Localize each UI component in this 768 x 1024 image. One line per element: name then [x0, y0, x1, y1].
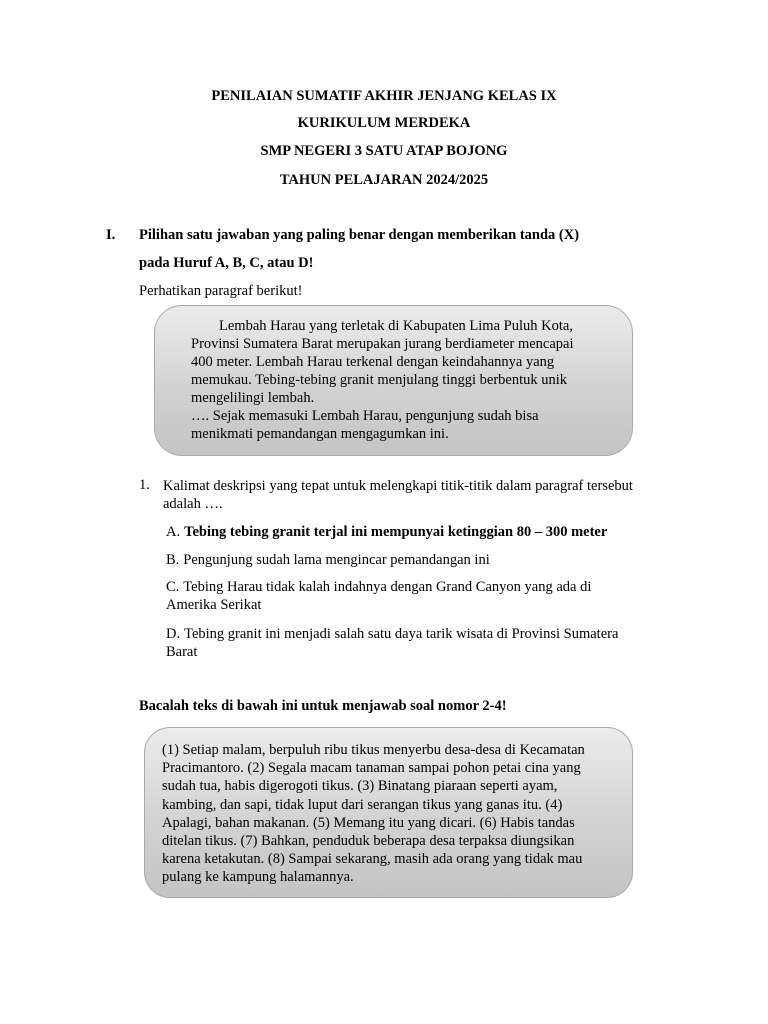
school-name: SMP NEGERI 3 SATU ATAP BOJONG: [260, 143, 508, 159]
passage-2-line: Apalagi, bahan makanan. (5) Memang itu yang dicari. (6) Habis tandas: [162, 814, 575, 831]
curriculum-title: KURIKULUM MERDEKA: [297, 115, 471, 131]
section-instruction-line1: Pilihan satu jawaban yang paling benar dengan memberikan tanda (X): [139, 227, 580, 243]
option-a-letter: A.: [166, 524, 181, 540]
passage-1-line: menikmati pemandangan mengagumkan ini.: [191, 426, 449, 442]
passage-box-1: [154, 305, 633, 456]
passage-1-line: Provinsi Sumatera Barat merupakan jurang berdiameter mencapai: [191, 336, 574, 352]
passage-1-line: 400 meter. Lembah Harau terkenal dengan keindahannya yang: [191, 354, 555, 370]
passage-1-line: mengelilingi lembah.: [191, 390, 315, 406]
question-1-text: [163, 477, 673, 513]
document-title: PENILAIAN SUMATIF AKHIR JENJANG KELAS IX: [211, 88, 557, 104]
option-c-letter: C.: [166, 579, 180, 595]
passage-1-line: Lembah Harau yang terletak di Kabupaten Lima Puluh Kota,: [219, 318, 573, 334]
question-1-text-line: Kalimat deskripsi yang tepat untuk melengkapi titik-titik dalam paragraf tersebut: [163, 478, 633, 494]
option-b[interactable]: [166, 551, 666, 569]
option-a-text: Tebing tebing granit terjal ini mempunyai ketinggian 80 – 300 meter: [184, 524, 608, 540]
option-a[interactable]: [166, 523, 666, 541]
option-b-text: Pengunjung sudah lama mengincar pemandangan ini: [183, 552, 490, 568]
passage-2-line: ditelan tikus. (7) Bahkan, penduduk beberapa desa terpaksa diungsikan: [162, 833, 575, 850]
passage-2-text: [162, 741, 622, 887]
paragraph-note: Perhatikan paragraf berikut!: [139, 283, 303, 299]
option-c[interactable]: [166, 578, 666, 614]
option-d-text-line2: Barat: [166, 644, 198, 660]
passage-2-line: (1) Setiap malam, berpuluh ribu tikus menyerbu desa-desa di Kecamatan: [162, 742, 585, 758]
passage-2-line: kambing, dan sapi, tidak luput dari serangan tikus yang ganas itu. (4): [162, 796, 563, 813]
option-d-text: Tebing granit ini menjadi salah satu daya tarik wisata di Provinsi Sumatera: [184, 626, 619, 642]
question-1-text-line: adalah ….: [163, 496, 223, 512]
passage-2-line: Pracimantoro. (2) Segala macam tanaman sampai pohon petai cina yang: [162, 760, 581, 777]
option-c-text-line2: Amerika Serikat: [166, 597, 262, 613]
section-number: I.: [106, 227, 116, 243]
option-d[interactable]: [166, 625, 666, 661]
option-c-text: Tebing Harau tidak kalah indahnya dengan Grand Canyon yang ada di: [183, 579, 592, 595]
passage-1-text: [191, 317, 611, 443]
question-1-number: 1.: [139, 477, 150, 493]
passage-box-2: [144, 727, 633, 898]
passage-1-line: …. Sejak memasuki Lembah Harau, pengunjung sudah bisa: [191, 408, 539, 424]
section-instruction-line2: pada Huruf A, B, C, atau D!: [139, 255, 314, 271]
option-d-letter: D.: [166, 626, 181, 642]
academic-year: TAHUN PELAJARAN 2024/2025: [279, 172, 489, 188]
passage-1-line: memukau. Tebing-tebing granit menjulang tinggi berbentuk unik: [191, 372, 568, 388]
reading-instruction: Bacalah teks di bawah ini untuk menjawab soal nomor 2-4!: [139, 698, 507, 714]
passage-2-line: pulang ke kampung halamannya.: [162, 869, 354, 886]
passage-2-line: sudah tua, habis digerogoti tikus. (3) Binatang piaraan seperti ayam,: [162, 778, 558, 795]
option-b-letter: B.: [166, 552, 180, 568]
passage-2-line: karena ketakutan. (8) Sampai sekarang, masih ada orang yang tidak mau: [162, 851, 583, 868]
